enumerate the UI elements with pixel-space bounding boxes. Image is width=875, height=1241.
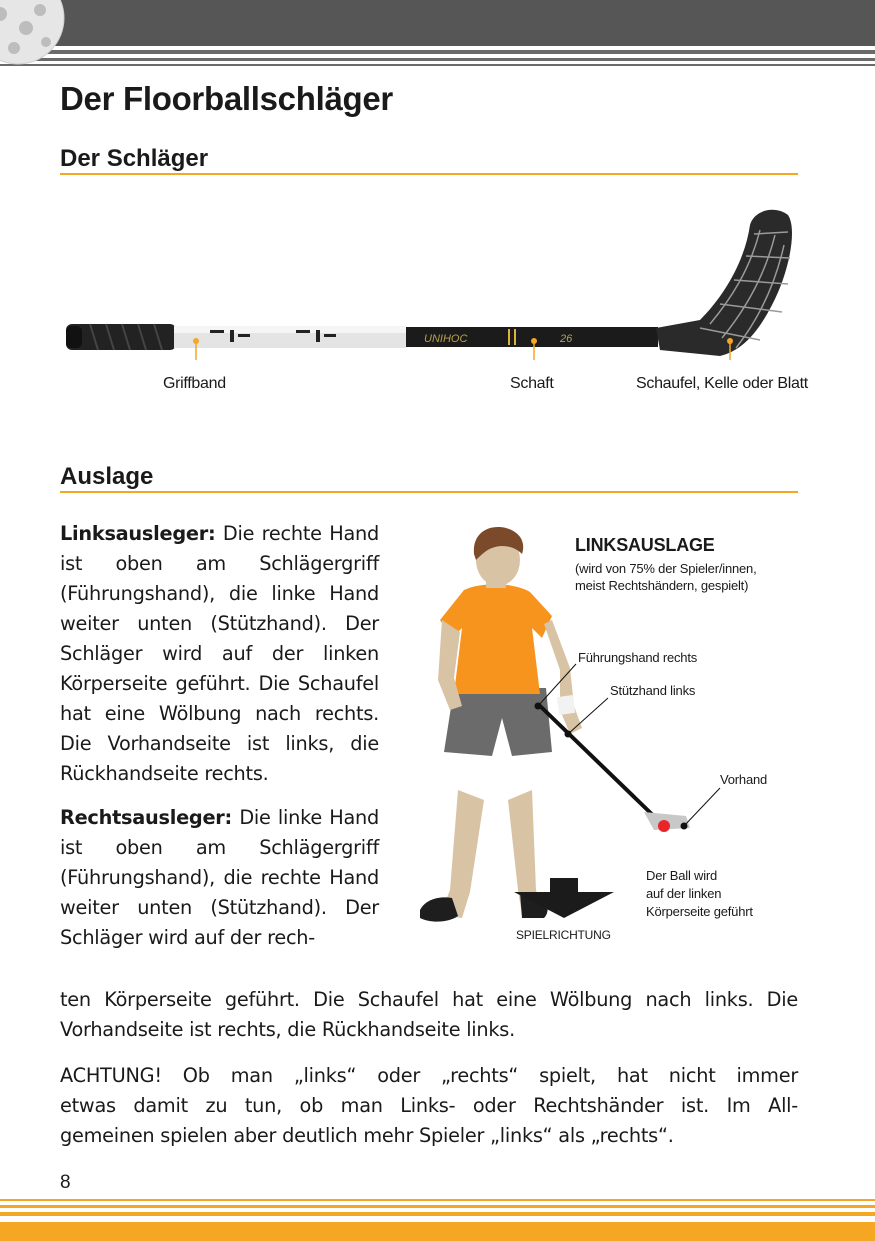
label-lead-hand: Führungshand rechts [578,650,698,665]
grip-label: Griffband [163,375,226,392]
header-stripe [0,58,875,61]
footer-stripe [0,1212,875,1216]
left-stance-paragraph [60,519,379,789]
note-line-3: gemeinen spielen aber deutlich mehr Spieler „links“ als „rechts“. [60,1124,674,1147]
stick-model-text: 26 [560,333,573,345]
right-stance-continuation-2: Vorhandseite ist rechts, die Rückhandseite links. [60,1018,515,1041]
figure-subtitle-1: (wird von 75% der Spieler/innen, [575,561,757,576]
left-stance-title: Linksausleger: [60,522,216,545]
footer-stripe [0,1205,875,1208]
right-stance-title: Rechtsausleger: [60,806,233,829]
right-stance-continuation-1: ten Körperseite geführt. Die Schaufel hat eine Wölbung nach links. Die [60,988,798,1011]
ball-note-2: auf der linken [646,886,722,901]
header-bar [0,0,875,46]
footer-stripe [0,1199,875,1201]
ball-note-3: Körperseite geführt [646,904,753,919]
blade-label: Schaufel, Kelle oder Blatt [636,375,808,392]
floorball-icon [0,0,66,78]
label-forehand: Vorhand [720,772,768,787]
stick-brand-text: UNIHOC [424,333,468,345]
section-rule [60,173,798,175]
footer-bar [0,1222,875,1241]
page-title: Der Floorballschläger [60,80,393,117]
section-heading-stick: Der Schläger [60,145,209,172]
left-stance-text: Die rechte Hand ist oben am Schlägergriff (Führungshand), die linke Hand weiter unten (Stützhand). Der Schläger wird auf der linken Körperseite geführt. Die Schaufel hat eine Wölbung nach rechts. Die Vorhandseite ist links, die Rückhandseite rechts. [60,522,379,785]
ball [658,820,670,832]
section-heading-stance: Auslage [60,463,154,490]
figure-title: LINKSAUSLAGE [575,535,715,555]
ball-note-1: Der Ball wird [646,868,718,883]
stick-illustration [60,200,810,410]
header-stripe [0,50,875,54]
page-number: 8 [60,1172,71,1193]
shaft-label: Schaft [510,375,554,392]
note-line-1: ACHTUNG! Ob man „links“ oder „rechts“ spielt, hat nicht immer [60,1064,798,1087]
section-rule [60,491,798,493]
header-stripe [0,64,875,66]
figure-subtitle-2: meist Rechtshändern, gespielt) [575,578,749,593]
player-illustration [410,520,810,950]
right-stance-text: Die linke Hand ist oben am Schlägergriff (Führungshand), die rechte Hand weiter unten (Stützhand). Der Schläger wird auf der rech- [60,806,379,949]
right-stance-paragraph [60,803,379,953]
direction-label: SPIELRICHTUNG [516,928,611,942]
stance-text-column [60,519,379,953]
label-support-hand: Stützhand links [610,683,696,698]
note-line-2: etwas damit zu tun, ob man Links- oder Rechtshänder ist. Im All- [60,1094,798,1117]
